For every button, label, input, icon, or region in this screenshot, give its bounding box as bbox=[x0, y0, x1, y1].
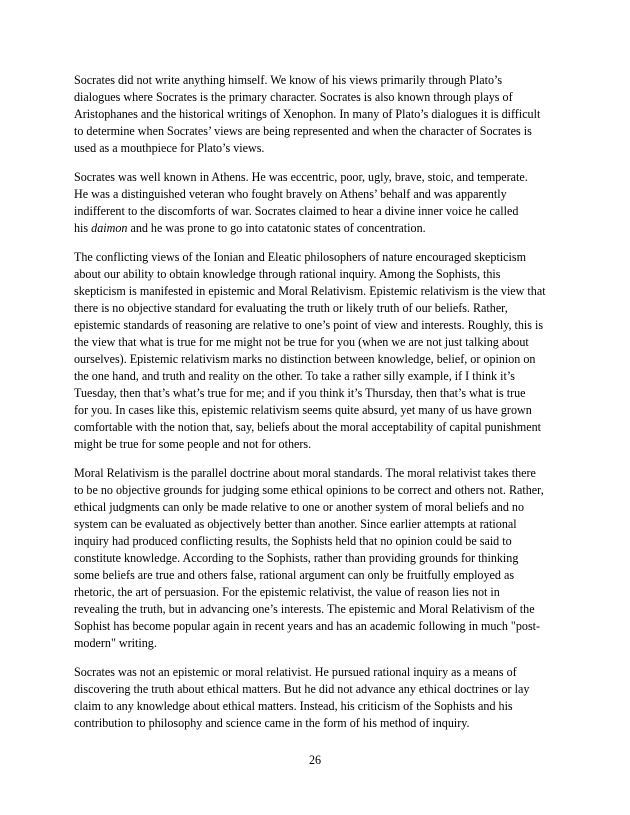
text-run: and he was prone to go into catatonic states of concentration. bbox=[127, 221, 426, 235]
text-line: The conflicting views of the Ionian and Eleatic philosophers of nature encouraged skepticism bbox=[74, 250, 527, 264]
text-line: claim to any knowledge about ethical matters. Instead, his criticism of the Sophists and his bbox=[74, 699, 513, 713]
text-line: to determine when Socrates’ views are being represented and when the character of Socrates is bbox=[74, 124, 532, 138]
text-line: ethical judgments can only be made relative to one or another system of moral beliefs and no bbox=[74, 500, 525, 514]
paragraph-5 bbox=[74, 664, 570, 732]
text-line: about our ability to obtain knowledge through rational inquiry. Among the Sophists, this bbox=[74, 267, 501, 281]
text-line bbox=[74, 220, 570, 237]
paragraph-3 bbox=[74, 249, 570, 453]
text-line: used as a mouthpiece for Plato’s views. bbox=[74, 141, 265, 155]
text-line: Socrates did not write anything himself. We know of his views primarily through Plato’s bbox=[74, 73, 503, 87]
text-line: revealing the truth, but in advancing one’s interests. The epistemic and Moral Relativism of the bbox=[74, 602, 535, 616]
text-line: the one hand, and truth and reality on the other. To take a rather silly example, if I think it’s bbox=[74, 369, 515, 383]
paragraph-4 bbox=[74, 465, 570, 652]
text-line: rhetoric, the art of persuasion. For the epistemic relativist, the value of reason lies not in bbox=[74, 585, 500, 599]
text-line: contribution to philosophy and science came in the form of his method of inquiry. bbox=[74, 716, 470, 730]
body-text bbox=[74, 72, 570, 744]
text-line: to be no objective grounds for judging some ethical opinions to be correct and others not. Rather, bbox=[74, 483, 544, 497]
paragraph-2 bbox=[74, 169, 570, 237]
text-line: Socrates was not an epistemic or moral relativist. He pursued rational inquiry as a means of bbox=[74, 665, 517, 679]
text-line: Sophist has become popular again in recent years and has an academic following in much "post- bbox=[74, 619, 541, 633]
text-line: ourselves). Epistemic relativism marks no distinction between knowledge, belief, or opinion on bbox=[74, 352, 536, 366]
text-line: Aristophanes and the historical writings of Xenophon. In many of Plato’s dialogues it is difficult bbox=[74, 107, 541, 121]
text-line: modern" writing. bbox=[74, 636, 157, 650]
text-line: discovering the truth about ethical matters. But he did not advance any ethical doctrines or lay bbox=[74, 682, 530, 696]
text-line: system can be evaluated as objectively better than another. Since earlier attempts at rational bbox=[74, 517, 517, 531]
text-line: Tuesday, then that’s what’s true for me; and if you think it’s Thursday, then that’s what is true bbox=[74, 386, 526, 400]
text-line: some beliefs are true and others false, rational argument can only be fruitfully employed as bbox=[74, 568, 515, 582]
text-line: constitute knowledge. According to the Sophists, rather than providing grounds for thinking bbox=[74, 551, 519, 565]
page-number: 26 bbox=[308, 753, 322, 767]
text-line: Moral Relativism is the parallel doctrine about moral standards. The moral relativist takes there bbox=[74, 466, 536, 480]
text-line: the view that what is true for me might not be true for you (when we are not just talking about bbox=[74, 335, 529, 349]
text-line: comfortable with the notion that, say, beliefs about the moral acceptability of capital punishment bbox=[74, 420, 542, 434]
text-line: for you. In cases like this, epistemic relativism seems quite absurd, yet many of us have grown bbox=[74, 403, 532, 417]
text-line: inquiry had produced conflicting results, the Sophists held that no opinion could be said to bbox=[74, 534, 512, 548]
text-line: Socrates was well known in Athens. He was eccentric, poor, ugly, brave, stoic, and temperate. bbox=[74, 170, 528, 184]
paragraph-1 bbox=[74, 72, 570, 157]
text-line: might be true for some people and not for others. bbox=[74, 437, 312, 451]
text-line: dialogues where Socrates is the primary character. Socrates is also known through plays of bbox=[74, 90, 513, 104]
text-line: skepticism is manifested in epistemic and Moral Relativism. Epistemic relativism is the view that bbox=[74, 284, 546, 298]
daimon-term: daimon bbox=[91, 221, 128, 235]
text-line: there is no objective standard for evaluating the truth or likely truth of our beliefs. Rather, bbox=[74, 301, 508, 315]
text-line: indifferent to the discomforts of war. Socrates claimed to hear a divine inner voice he called bbox=[74, 204, 519, 218]
text-run: his bbox=[74, 221, 92, 235]
text-line: epistemic standards of reasoning are relative to one’s point of view and interests. Roughly, this is bbox=[74, 318, 544, 332]
text-line: He was a distinguished veteran who fought bravely on Athens’ behalf and was apparently bbox=[74, 187, 507, 201]
